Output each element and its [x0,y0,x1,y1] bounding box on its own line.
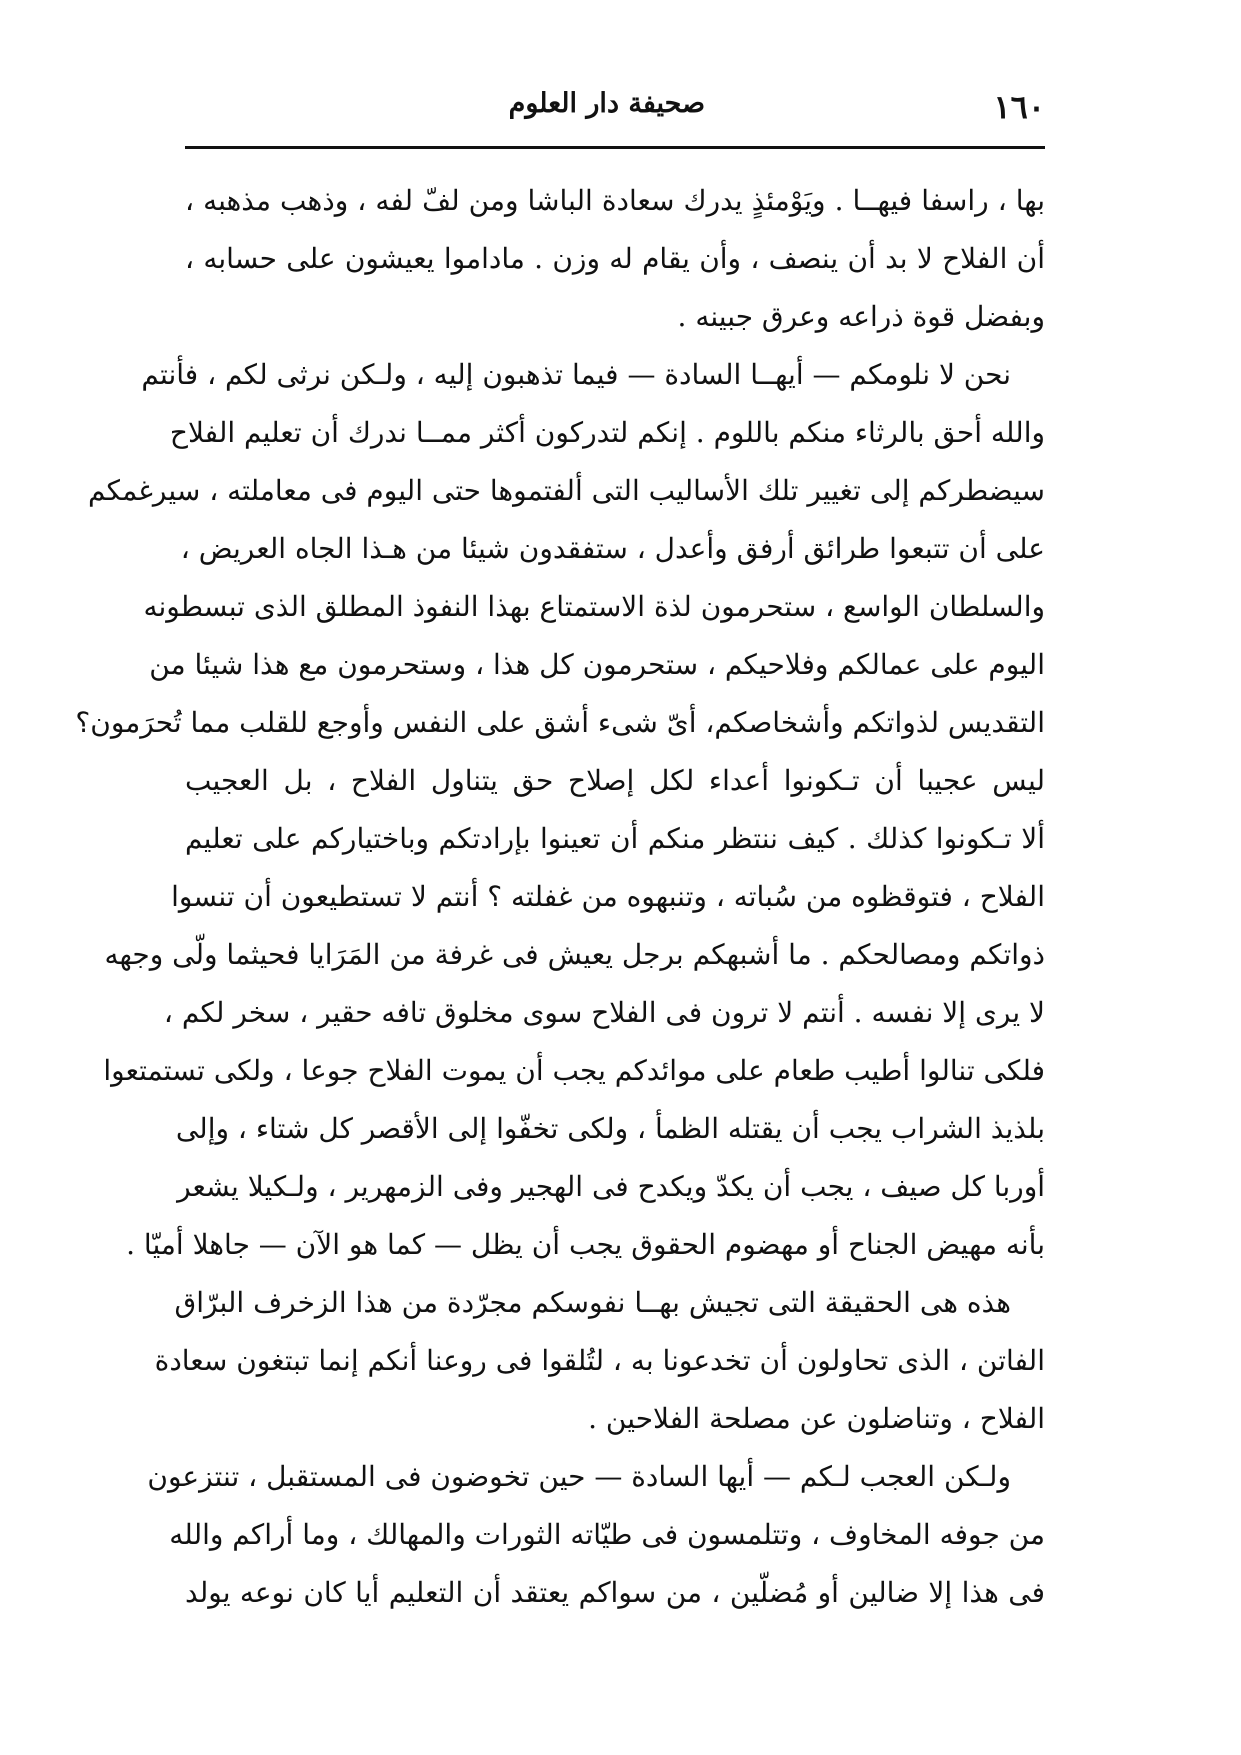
text-line: الفلاح ، فتوقظوه من سُباته ، وتنبهوه من غفلته ؟ أنتم لا تستطيعون أن تنسوا [171,880,1045,913]
text-line: هذه هى الحقيقة التى تجيش بهــا نفوسكم مجرّدة من هذا الزخرف البرّاق [174,1286,1011,1319]
text-line: التقديس لذواتكم وأشخاصكم، أىّ شىء أشق على النفس وأوجع للقلب مما تُحرَمون؟ [75,706,1045,739]
text-line: لا يرى إلا نفسه . أنتم لا ترون فى الفلاح سوى مخلوق تافه حقير ، سخر لكم ، [163,996,1045,1029]
text-line: أن الفلاح لا بد أن ينصف ، وأن يقام له وزن . ماداموا يعيشون على حسابه ، [185,242,1045,275]
text-line: على أن تتبعوا طرائق أرفق وأعدل ، ستفقدون شيئا من هـذا الجاه العريض ، [180,532,1045,565]
header-rule [185,146,1045,149]
text-line: فلكى تنالوا أطيب طعام على موائدكم يجب أن يموت الفلاح جوعا ، ولكى تستمتعوا [103,1054,1045,1087]
body-text [75,172,1045,1622]
text-line: بها ، راسفا فيهــا . ويَوْمئذٍ يدرك سعادة الباشا ومن لفّ لفه ، وذهب مذهبه ، [185,184,1045,217]
text-line: وبفضل قوة ذراعه وعرق جبينه . [677,300,1045,333]
text-line: والله أحق بالرثاء منكم باللوم . إنكم لتدركون أكثر ممــا ندرك أن تعليم الفلاح [169,416,1045,449]
text-line: الفلاح ، وتناضلون عن مصلحة الفلاحين . [588,1402,1045,1435]
running-title: صحيفة دار العلوم [508,88,705,119]
text-line: ذواتكم ومصالحكم . ما أشبهكم برجل يعيش فى غرفة من المَرَايا فحيثما ولّى وجهه [104,938,1045,971]
text-line: ليس عجيبا أن تـكونوا أعداء لكل إصلاح حق يتناول الفلاح ، بل العجيب [185,764,1045,797]
text-line: ولـكن العجب لـكم — أيها السادة — حين تخوضون فى المستقبل ، تنتزعون [147,1460,1011,1493]
text-line: ألا تـكونوا كذلك . كيف ننتظر منكم أن تعينوا بإرادتكم وباختياركم على تعليم [185,822,1045,855]
page-number: ١٦٠ [993,88,1045,126]
text-line: سيضطركم إلى تغيير تلك الأساليب التى ألفتموها حتى اليوم فى معاملته ، سيرغمكم [88,474,1045,507]
text-line: نحن لا نلومكم — أيهــا السادة — فيما تذهبون إليه ، ولـكن نرثى لكم ، فأنتم [141,358,1011,391]
text-line: اليوم على عمالكم وفلاحيكم ، ستحرمون كل هذا ، وستحرمون مع هذا شيئا من [149,648,1045,681]
text-line: الفاتن ، الذى تحاولون أن تخدعونا به ، لتُلقوا فى روعنا أنكم إنما تبتغون سعادة [154,1344,1045,1377]
page-header [185,88,1045,138]
text-line: بلذيذ الشراب يجب أن يقتله الظمأ ، ولكى تخفّوا إلى الأقصر كل شتاء ، وإلى [175,1112,1045,1145]
text-line: بأنه مهيض الجناح أو مهضوم الحقوق يجب أن يظل — كما هو الآن — جاهلا أميّا . [126,1228,1045,1261]
text-line: من جوفه المخاوف ، وتتلمسون فى طيّاته الثورات والمهالك ، وما أراكم والله [169,1518,1045,1551]
text-line: فى هذا إلا ضالين أو مُضلّين ، من سواكم يعتقد أن التعليم أيا كان نوعه يولد [185,1576,1045,1609]
text-line: والسلطان الواسع ، ستحرمون لذة الاستمتاع بهذا النفوذ المطلق الذى تبسطونه [143,590,1045,623]
text-line: أوربا كل صيف ، يجب أن يكدّ ويكدح فى الهجير وفى الزمهرير ، ولـكيلا يشعر [177,1170,1045,1203]
